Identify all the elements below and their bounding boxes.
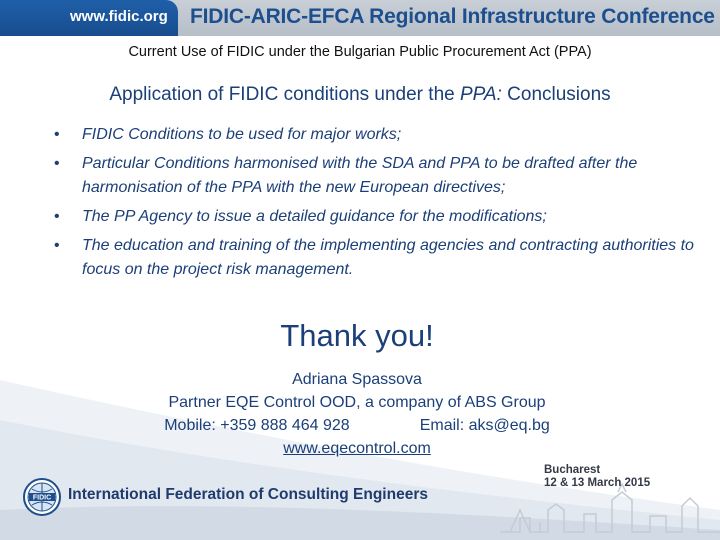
site-url[interactable]: www.fidic.org bbox=[70, 8, 168, 25]
contact-company: Partner EQE Control OOD, a company of ABS Group bbox=[168, 394, 546, 411]
heading-suffix: Conclusions bbox=[501, 84, 611, 105]
footer-organization: International Federation of Consulting Engineers bbox=[68, 486, 428, 503]
thank-you-text: Thank you! bbox=[280, 318, 434, 353]
contact-block bbox=[0, 368, 714, 460]
conclusions-list bbox=[54, 123, 694, 287]
site-badge bbox=[0, 0, 178, 36]
event-city: Bucharest bbox=[544, 464, 601, 476]
conference-title: FIDIC-ARIC-EFCA Regional Infrastructure Conference bbox=[190, 5, 715, 28]
heading-emphasis: PPA: bbox=[459, 84, 502, 105]
bullet-icon: • bbox=[54, 208, 60, 225]
list-item bbox=[54, 123, 694, 147]
fidic-logo-text: FIDIC bbox=[32, 494, 52, 502]
event-date: 12 & 13 March 2015 bbox=[544, 477, 651, 489]
contact-mobile: Mobile: +359 888 464 928 bbox=[164, 417, 350, 434]
contact-phone-email-row bbox=[0, 414, 714, 437]
list-item bbox=[54, 152, 694, 200]
list-item-text: Particular Conditions harmonised with the SDA and PPA to be drafted after the harmonisation of the PPA with the new European directives; bbox=[82, 155, 638, 196]
list-item-text: FIDIC Conditions to be used for major works; bbox=[82, 126, 402, 143]
heading-prefix: Application of FIDIC conditions under the bbox=[109, 84, 460, 105]
list-item bbox=[54, 205, 694, 229]
fidic-logo-icon bbox=[22, 477, 62, 517]
list-item-text: The education and training of the implementing agencies and contracting authorities to focus on the project risk management. bbox=[82, 237, 694, 278]
bullet-icon: • bbox=[54, 126, 60, 143]
bullet-icon: • bbox=[54, 237, 60, 254]
header-banner bbox=[0, 0, 720, 36]
contact-email[interactable]: Email: aks@eq.bg bbox=[419, 417, 550, 434]
list-item bbox=[54, 234, 694, 282]
list-item-text: The PP Agency to issue a detailed guidance for the modifications; bbox=[82, 208, 547, 225]
contact-name: Adriana Spassova bbox=[292, 371, 422, 388]
slide-heading bbox=[0, 84, 720, 106]
website-link[interactable]: www.eqecontrol.com bbox=[283, 440, 431, 457]
slide-subtitle: Current Use of FIDIC under the Bulgarian Public Procurement Act (PPA) bbox=[128, 44, 592, 60]
bullet-icon: • bbox=[54, 155, 60, 172]
